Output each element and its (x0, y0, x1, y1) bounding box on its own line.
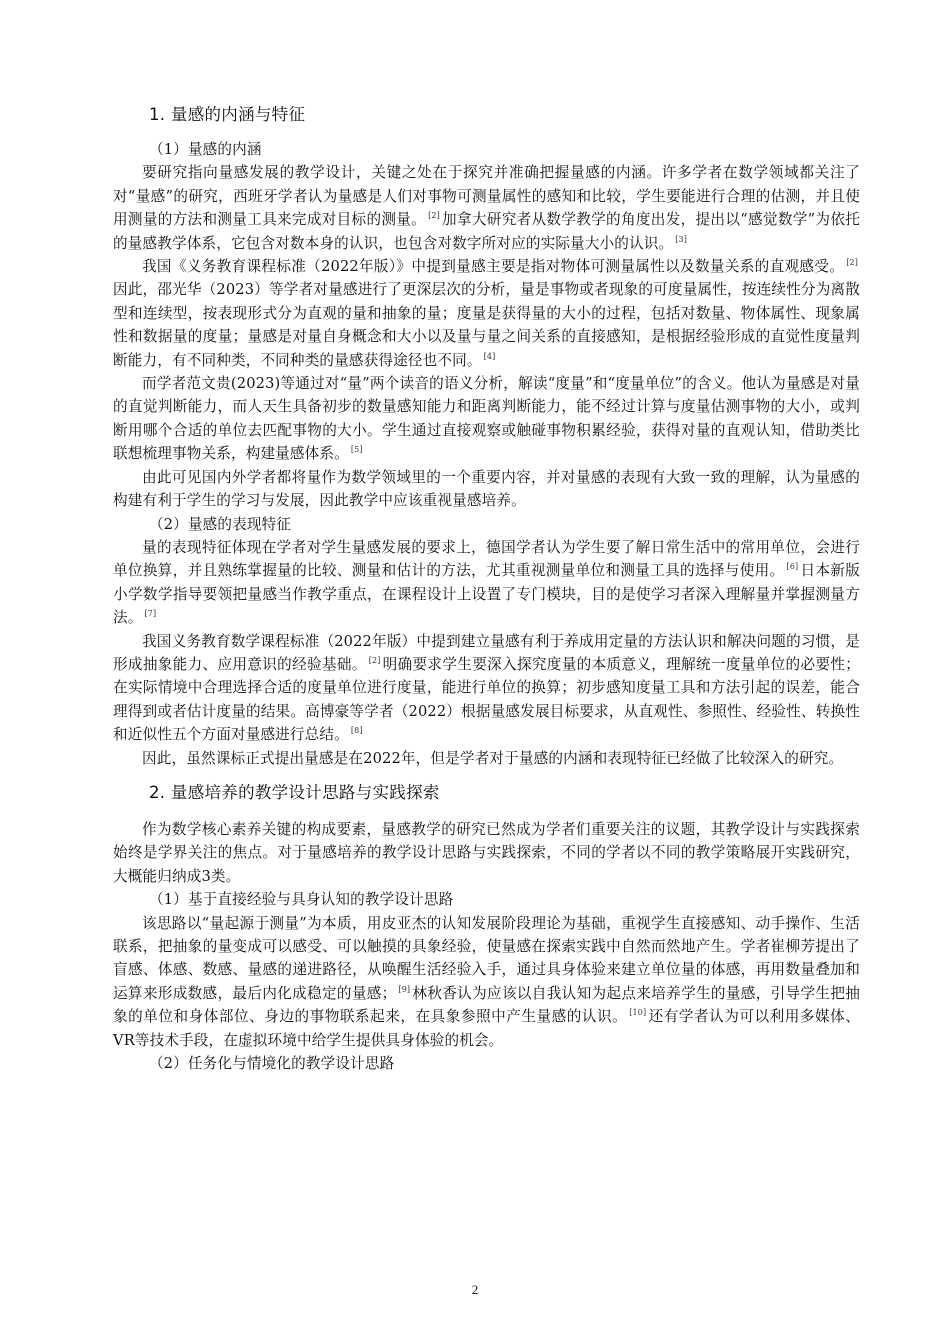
citation[interactable]: [2] (428, 211, 440, 221)
paragraph: 而学者范文贵(2023)等通过对“量”两个读音的语义分析，解读“度量”和“度量单位”的含义。他认为量感是对量的直觉判断能力，而人天生具备初步的数量感知能力和距离判断能力，能不经过计算与度量估测事物的大小，或判断用哪个合适的单位去匹配事物的大小。学生通过直接观察或触碰事物积累经验，获得对量的直观认知，借助类比联想梳理事物关系，构建量感体系。 [5] (113, 375, 860, 463)
citation[interactable]: [10] (629, 1008, 647, 1018)
page-content (113, 100, 860, 1075)
subsection-heading: （2）任务化与情境化的教学设计思路 (149, 1055, 395, 1073)
citation[interactable]: [7] (144, 609, 157, 619)
subsection-heading: （2）量感的表现特征 (149, 515, 292, 533)
paragraph: 作为数学核心素养关键的构成要素，量感教学的研究已然成为学者们重要关注的议题，其教学设计与实践探索始终是学界关注的焦点。对于量感培养的教学设计思路与实践探索，不同的学者以不同的教学策略展开实践研究，大概能归纳成3类。 (113, 820, 860, 885)
subsection-heading: （1）量感的内涵 (149, 141, 262, 158)
subsection-heading: （1）基于直接经验与具身认知的教学设计思路 (149, 891, 454, 909)
paragraph: 量的表现特征体现在学者对学生量感发展的要求上，德国学者认为学生要了解日常生活中的常用单位，会进行单位换算，并且熟练掌握量的比较、测量和估计的方法，尤其重视测量单位和测量工具的选择与使用。 [6] 日本新版小学数学指导要领把量感当作教学重点，在课程设计上设置了专门模块，目的是使学习者深入理解量并掌握测量方法。 [7] (113, 538, 860, 627)
paragraph: 由此可见国内外学者都将量作为数学领域里的一个重要内容，并对量感的表现有大致一致的理解，认为量感的构建有利于学生的学习与发展，因此教学中应该重视量感培养。 (113, 468, 860, 510)
citation[interactable]: [3] (675, 234, 688, 244)
page-number: 2 (471, 1282, 479, 1297)
citation[interactable]: [4] (483, 351, 496, 361)
citation[interactable]: [2] (368, 655, 381, 665)
citation[interactable]: [5] (350, 445, 363, 455)
section-heading: 1. 量感的内涵与特征 (149, 105, 306, 124)
paragraph: 我国义务教育数学课程标准（2022年版）中提到建立量感有利于养成用定量的方法认识和解决问题的习惯，是形成抽象能力、应用意识的经验基础。 [2] 明确要求学生要深入探究度量的本质意义，理解统一度量单位的必要性；在实际情境中合理选择合适的度量单位进行度量，能进行单位的换算；初步感知度量工具和方法引起的误差，能合理得到或者估计度量的结果。高博豪等学者（2022）根据量感发展目标要求，从直观性、参照性、经验性、转换性和近似性五个方面对量感进行总结。 [8] (113, 632, 860, 744)
citation[interactable]: [6] (786, 562, 799, 572)
section-heading: 2. 量感培养的教学设计思路与实践探索 (149, 782, 440, 802)
paragraph: 要研究指向量感发展的教学设计，关键之处在于探究并准确把握量感的内涵。许多学者在数学领域都关注了对“量感”的研究，西班牙学者认为量感是人们对事物可测量属性的感知和比较，学生要能进行合理的估测，并且使用测量的方法和测量工具来完成对目标的测量。 [2] 加拿大研究者从数学教学的角度出发，提出以“感觉数学”为依托的量感教学体系，它包含对数本身的认识，也包含对数字所对应的实际量大小的认识。 [3] (113, 164, 860, 252)
citation[interactable]: [8] (350, 726, 363, 736)
citation[interactable]: [2] (846, 258, 858, 268)
citation[interactable]: [9] (398, 984, 411, 994)
paragraph: 因此，虽然课标正式提出量感是在2022年，但是学者对于量感的内涵和表现特征已经做了比较深入的研究。 (142, 749, 844, 767)
paragraph: 该思路以“量起源于测量”为本质，用皮亚杰的认知发展阶段理论为基础，重视学生直接感知、动手操作、生活联系，把抽象的量变成可以感受、可以触摸的具象经验，使量感在探索实践中自然而然地产生。学者崔柳芳提出了盲感、体感、数感、量感的递进路径，从唤醒生活经验入手，通过具身体验来建立单位量的体感，再用数量叠加和运算来形成数感，最后内化成稳定的量感； [9] 林秋香认为应该以自我认知为起点来培养学生的量感，引导学生把抽象的单位和身体部位、身边的事物联系起来，在具象参照中产生量感的认识。 [10] 还有学者认为可以利用多媒体、VR等技术手段，在虚拟环境中给学生提供具身体验的机会。 (113, 914, 860, 1049)
paragraph: 我国《义务教育课程标准（2022年版）》中提到量感主要是指对物体可测量属性以及数量关系的直观感受。 [2]因此，邵光华（2023）等学者对量感进行了更深层次的分析，量是事物或者现象的可度量属性，按连续性分为离散型和连续型，按表现形式分为直观的量和抽象的量；度量是获得量的大小的过程，包括对数量、物体属性、现象属性和数据量的度量；量感是对量自身概念和大小以及量与量之间关系的直接感知，是根据经验形成的直觉性度量判断能力，有不同种类，不同种类的量感获得途径也不同。 [4] (113, 258, 860, 369)
